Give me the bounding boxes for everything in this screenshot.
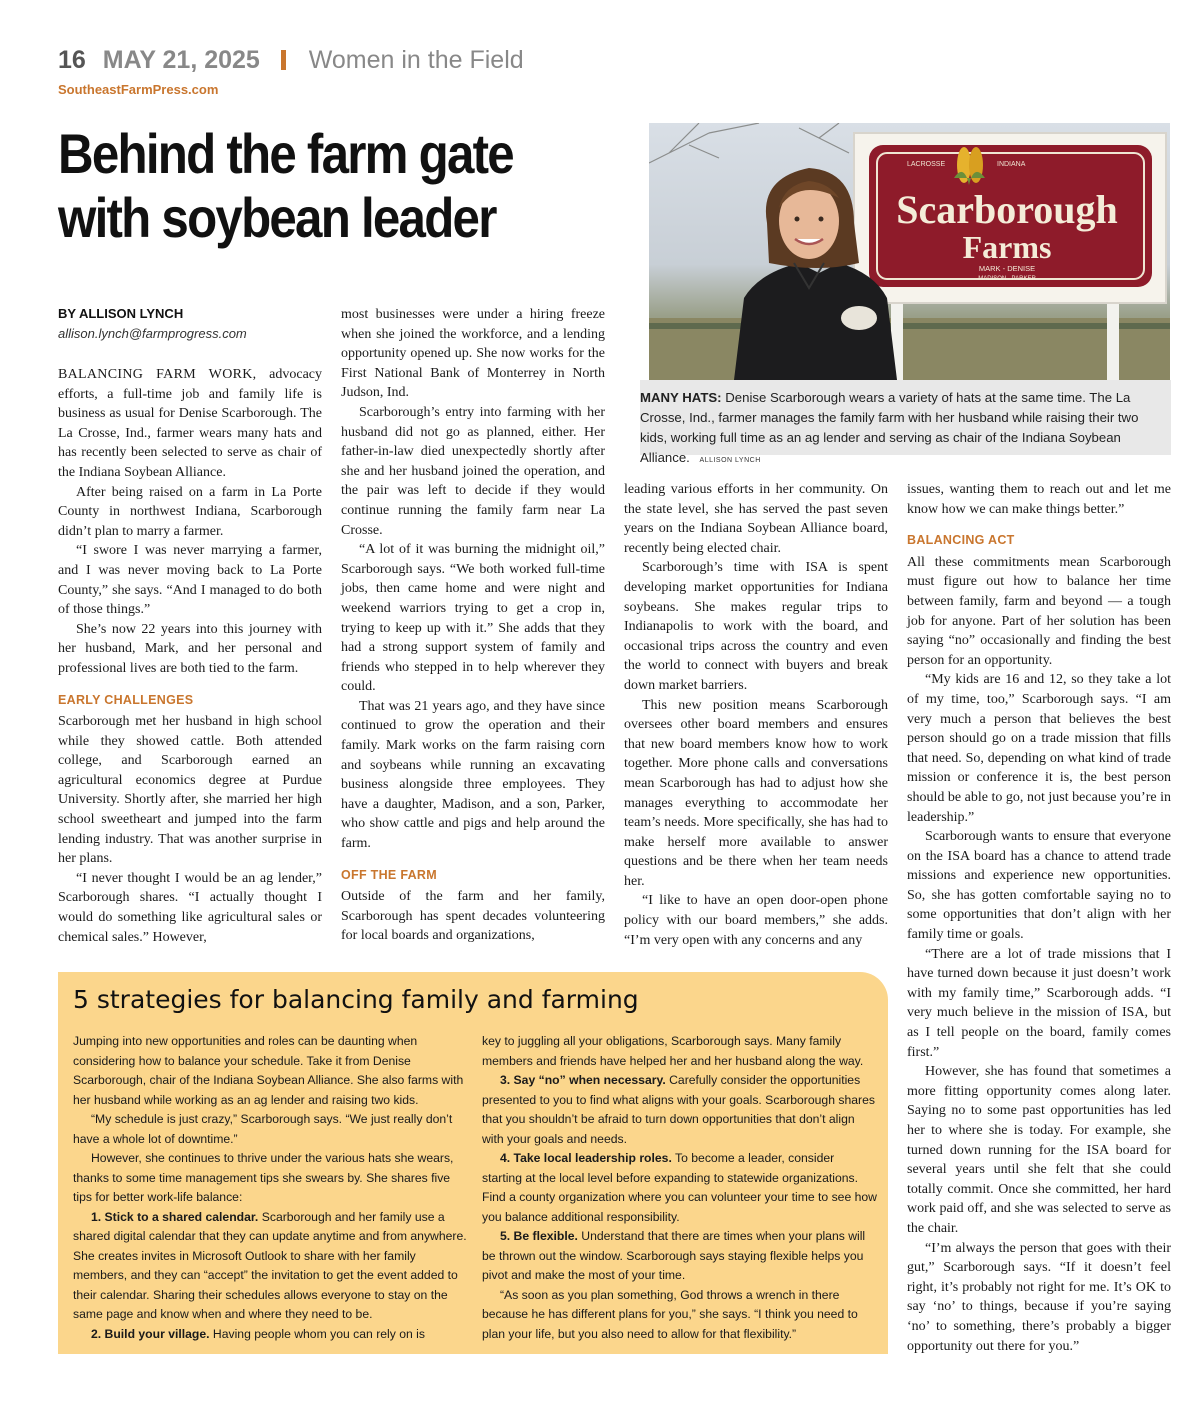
paragraph: After being raised on a farm in La Porte County in northwest Indiana, Scarborough didn’t plan to marry a farmer. bbox=[58, 484, 322, 539]
sign-farm-name: Scarborough bbox=[896, 187, 1118, 232]
sidebar-quote: “My schedule is just crazy,” Scarborough says. “We just really don’t have a whole lot of downtime.” bbox=[73, 1112, 453, 1146]
lead-caps: BALANCING FARM WORK, bbox=[58, 367, 257, 382]
article-column-3 bbox=[624, 480, 888, 950]
paragraph: issues, wanting them to reach out and let me know how we can make things better.” bbox=[907, 482, 1171, 517]
tip-heading: 1. Stick to a shared calendar. bbox=[91, 1209, 259, 1224]
paragraph: leading various efforts in her community. On the state level, she has served the past seven years on the Indiana Soybean Alliance board, recently being elected chair. bbox=[624, 482, 888, 556]
tip-body: Carefully consider the opportunities presented to you to find what aligns with your goals. Scarborough shares that you shouldn’t be afraid to turn down opportunities that don’t align with your goals and needs. bbox=[482, 1073, 875, 1146]
subhead-off-the-farm: OFF THE FARM bbox=[341, 867, 437, 882]
byline-author: BY ALLISON LYNCH bbox=[58, 306, 184, 321]
section-name: Women in the Field bbox=[308, 46, 524, 74]
sidebar-tip-5 bbox=[482, 1227, 877, 1286]
paragraph: “There are a lot of trade missions that I have turned down because it just doesn’t work with my family time,” Scarborough adds. “I very much believe in the mission of ISA, but as I tell people on the board, family comes first.” bbox=[907, 946, 1171, 1060]
tip-body: Having people whom you can rely on is bbox=[212, 1326, 425, 1341]
lead-rest: advocacy efforts, a full-time job and family life is business as usual for Denise Scarborough. The La Crosse, Ind., farmer wears many hats and has recently been selected to serve as chair of the Indiana Soybean Alliance. bbox=[58, 367, 323, 480]
sidebar-tip-2-continued: key to juggling all your obligations, Scarborough says. Many family members and friends have helped her and her husband along the way. bbox=[482, 1034, 864, 1068]
sidebar-closing-quote: “As soon as you plan something, God throws a wrench in there because he has different plans for you,” she says. “I think you need to plan your life, but you also need to allow for that flexibility.” bbox=[482, 1287, 858, 1341]
paragraph: She’s now 22 years into this journey with her husband, Mark, and her personal and professional lives are both tied to the farm. bbox=[58, 621, 322, 676]
page-folio bbox=[58, 46, 524, 75]
sidebar-column-2 bbox=[482, 1032, 877, 1344]
paragraph: Scarborough’s entry into farming with her husband did not go as planned, either. Her father-in-law died unexpectedly shortly after she and her husband joined the operation, and the pair was left to decide if they would continue running the family farm near La Crosse. bbox=[341, 404, 605, 538]
tip-body: Scarborough and her family use a shared digital calendar that they can update anytime and from anywhere. She creates invites in Microsoft Outlook to share with her family members, and they can “accept” the invitation to get the event added to their calendar. Sharing their schedules allows everyone to stay on the same page and know when and where they need to be. bbox=[73, 1209, 467, 1321]
tip-heading: 2. Build your village. bbox=[91, 1326, 210, 1341]
sign-kid-names: MADISON - PARKER bbox=[978, 276, 1036, 282]
sidebar-paragraph: However, she continues to thrive under the various hats she wears, thanks to some time management tips she swears by. She shares five tips for better work-life balance: bbox=[73, 1151, 454, 1204]
sidebar-intro: Jumping into new opportunities and roles can be daunting when considering how to balance your schedule. Take it from Denise Scarborough, chair of the Indiana Soybean Alliance. She also farms with her husband while working as an ag lender and raising two kids. bbox=[73, 1034, 464, 1107]
paragraph: “I’m always the person that goes with their gut,” Scarborough says. “If it doesn’t feel right, it’s probably not right for me. It’s OK to say ‘no’ to things, because if you’re saying ‘no’ to something, there’s probably a bigger opportunity out there for you.” bbox=[907, 1240, 1171, 1354]
sidebar-tip-2 bbox=[73, 1325, 468, 1345]
sidebar-tip-4 bbox=[482, 1149, 877, 1227]
paragraph: “I never thought I would be an ag lender,” Scarborough shares. “I actually thought I would do something like agricultural sales or chemical sales.” However, bbox=[58, 870, 322, 945]
tip-heading: 4. Take local leadership roles. bbox=[500, 1151, 672, 1165]
sign-farms: Farms bbox=[962, 229, 1052, 265]
tip-heading: 3. Say “no” when necessary. bbox=[500, 1073, 666, 1087]
sign-location-right: INDIANA bbox=[997, 161, 1026, 168]
caption-text: Denise Scarborough wears a variety of hats at the same time. The La Crosse, Ind., farmer manages the family farm with her husband while raising their two kids, working full time as an ag lender and serving as chair of the Indiana Soybean Alliance. bbox=[640, 390, 1139, 465]
sidebar-title: 5 strategies for balancing family and farming bbox=[73, 985, 639, 1014]
issue-date: MAY 21, 2025 bbox=[102, 46, 260, 74]
paragraph: Scarborough met her husband in high school while they showed cattle. Both attended college, and Scarborough earned an agricultural economics degree at Purdue University. Shortly after, she married her high school sweetheart and jumped into the farm lending industry. That was another surprise in her plans. bbox=[58, 714, 322, 867]
paragraph: Outside of the farm and her family, Scarborough has spent decades volunteering for local boards and organizations, bbox=[341, 889, 605, 944]
sidebar-tip-1 bbox=[73, 1208, 468, 1325]
paragraph: All these commitments mean Scarborough must figure out how to balance her time between family, farm and beyond — a tough job for anyone. Part of her solution has been saying “no” occasionally and finding the best person for an opportunity. bbox=[907, 554, 1171, 668]
paragraph: However, she has found that sometimes a more fitting opportunity comes along later. Saying no to some past opportunities has led her to where she is today. For example, she turned down running for the ISA board for several years until she felt that she could totally commit. Once she committed, her hard work paid off, and she was selected to serve as the chair. bbox=[907, 1064, 1171, 1236]
feature-photo bbox=[649, 123, 1170, 380]
article-column-4 bbox=[907, 480, 1171, 1356]
tip-body: To become a leader, consider starting at the local level before expanding to statewide organizations. Find a county organization where you can volunteer your time to see how you balance additional responsibility. bbox=[482, 1151, 877, 1224]
sidebar-tip-3 bbox=[482, 1071, 877, 1149]
photo-illustration bbox=[649, 123, 1170, 380]
sign-owner-names: MARK - DENISE bbox=[978, 264, 1036, 273]
article-column-1 bbox=[58, 365, 322, 947]
article-column-2 bbox=[341, 305, 605, 946]
photo-caption bbox=[640, 380, 1171, 465]
paragraph: “A lot of it was burning the midnight oil,” Scarborough says. “We both worked full-time jobs, then came home and were night and weekend warriors trying to get a crop in, trying to keep up with it.” She adds that they had a strong support system of family and friends who stepped in to help wherever they could. bbox=[341, 542, 605, 695]
caption-label: MANY HATS: bbox=[640, 390, 722, 405]
byline-email[interactable]: allison.lynch@farmprogress.com bbox=[58, 326, 247, 341]
lead-paragraph bbox=[58, 365, 322, 483]
site-url[interactable]: SoutheastFarmPress.com bbox=[58, 82, 219, 97]
sidebar-column-1 bbox=[73, 1032, 468, 1344]
tip-heading: 5. Be flexible. bbox=[500, 1229, 578, 1243]
sign-location-left: LACROSSE bbox=[907, 161, 946, 168]
subhead-balancing-act: BALANCING ACT bbox=[907, 533, 1015, 548]
paragraph: This new position means Scarborough oversees other board members and ensures that new board members know how to work together. More phone calls and conversations mean Scarborough has had to adjust how she manages everything to accommodate her team’s needs. More specifically, she has had to make herself more available to answer questions and be there when her team needs her. bbox=[624, 697, 888, 889]
paragraph: Scarborough wants to ensure that everyone on the ISA board has a chance to attend trade missions and experience new opportunities. So, she has gotten comfortable saying no to some opportunities that don’t align with her family time or goals. bbox=[907, 829, 1171, 943]
paragraph: “I swore I was never marrying a farmer, and I was never moving back to La Porte County,” she says. “And I managed to do both of those things.” bbox=[58, 543, 322, 618]
subhead-early-challenges: EARLY CHALLENGES bbox=[58, 692, 194, 707]
paragraph: Scarborough’s time with ISA is spent developing market opportunities for Indiana soybeans. She makes regular trips to Indianapolis to work with the board, and occasional trips across the country and even the world to connect with buyers and break down market barriers. bbox=[624, 560, 888, 693]
paragraph: “My kids are 16 and 12, so they take a lot of my time, too,” Scarborough says. “I am very much a person that believes the best person should go on a trade mission that fills that need. So, depending on what kind of trade mission or conference it is, the best person should be able to go, not just because you’re in leadership.” bbox=[907, 672, 1171, 825]
page-number: 16 bbox=[58, 46, 86, 74]
paragraph: most businesses were under a hiring freeze when she joined the workforce, and a lending opportunity opened up. She now works for the First National Bank of Monterrey in North Judson, Ind. bbox=[341, 307, 605, 401]
photo-credit: ALLISON LYNCH bbox=[699, 457, 761, 464]
folio-divider bbox=[281, 50, 286, 70]
tip-body: Understand that there are times when your plans will be thrown out the window. Scarborough says staying flexible helps you pivot and make the most of your time. bbox=[482, 1229, 866, 1282]
paragraph: “I like to have an open door-open phone policy with our board members,” she adds. “I’m very open with any concerns and any bbox=[624, 893, 888, 948]
headline: Behind the farm gate with soybean leader bbox=[58, 122, 513, 249]
paragraph: That was 21 years ago, and they have since continued to grow the operation and their family. Mark works on the farm raising corn and soybeans while running an excavating business alongside three employees. They have a daughter, Madison, and a son, Parker, who show cattle and pigs and help around the farm. bbox=[341, 698, 605, 852]
